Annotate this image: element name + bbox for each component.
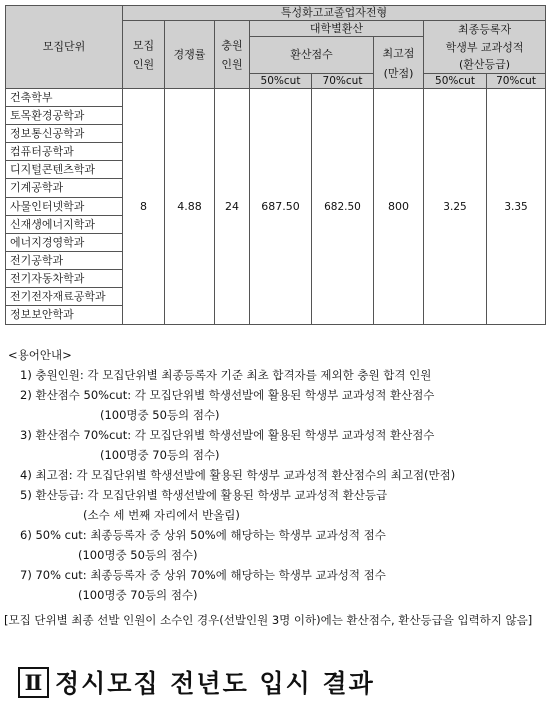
department-item: 건축학부	[6, 89, 122, 107]
terms-title: <용어안내>	[8, 348, 72, 362]
section-title: 정시모집 전년도 입시 결과	[55, 669, 375, 698]
department-item: 에너지경영학과	[6, 234, 122, 252]
department-item: 전기전자재료공학과	[6, 288, 122, 306]
header-recruit: 모집인원	[123, 21, 165, 89]
department-item: 사물인터넷학과	[6, 198, 122, 216]
value-grade-70: 3.35	[487, 89, 546, 325]
term-6-sub: (100명중 50등의 점수)	[78, 548, 198, 562]
department-item: 토목환경공학과	[6, 107, 122, 125]
header-group: 특성화고교졸업자전형	[123, 6, 546, 21]
term-3: 3) 환산점수 70%cut: 각 모집단위별 학생선발에 활용된 학생부 교과성적 환산점수	[20, 428, 435, 442]
department-item: 디지털콘텐츠학과	[6, 161, 122, 179]
term-4: 4) 최고점: 각 모집단위별 학생선발에 활용된 학생부 교과성적 환산점수의 최고점(만점)	[20, 468, 456, 482]
header-unit: 모집단위	[6, 6, 123, 89]
term-2: 2) 환산점수 50%cut: 각 모집단위별 학생선발에 활용된 학생부 교과성적 환산점수	[20, 388, 435, 402]
admission-results-table	[5, 5, 546, 325]
header-univ: 대학별환산	[250, 21, 424, 37]
term-5: 5) 환산등급: 각 모집단위별 학생선발에 활용된 학생부 교과성적 환산등급	[20, 488, 388, 502]
header-fill: 충원인원	[215, 21, 250, 89]
term-5-sub: (소수 세 번째 자리에서 반올림)	[83, 508, 240, 522]
value-score-70: 682.50	[312, 89, 374, 325]
header-grade-70: 70%cut	[487, 74, 546, 89]
term-6: 6) 50% cut: 최종등록자 중 상위 50%에 해당하는 학생부 교과성적 점수	[20, 528, 386, 542]
section-heading	[18, 664, 375, 700]
term-7-sub: (100명중 70등의 점수)	[78, 588, 198, 602]
value-max: 800	[374, 89, 424, 325]
department-item: 전기자동차학과	[6, 270, 122, 288]
value-recruit: 8	[123, 89, 165, 325]
term-2-sub: (100명중 50등의 점수)	[100, 408, 220, 422]
department-list	[6, 89, 123, 325]
header-score-50: 50%cut	[250, 74, 312, 89]
department-item: 신재생에너지학과	[6, 216, 122, 234]
department-item: 전기공학과	[6, 252, 122, 270]
header-competition: 경쟁률	[165, 21, 215, 89]
footnote: [모집 단위별 최종 선발 인원이 소수인 경우(선발인원 3명 이하)에는 환산점수, 환산등급을 입력하지 않음]	[4, 613, 533, 627]
header-final: 최종등록자 학생부 교과성적 (환산등급)	[424, 21, 546, 74]
terms-guide	[8, 345, 548, 605]
value-score-50: 687.50	[250, 89, 312, 325]
value-grade-50: 3.25	[424, 89, 487, 325]
header-converted: 환산점수	[250, 37, 374, 74]
department-item: 컴퓨터공학과	[6, 143, 122, 161]
header-score-70: 70%cut	[312, 74, 374, 89]
value-competition: 4.88	[165, 89, 215, 325]
header-grade-50: 50%cut	[424, 74, 487, 89]
term-1: 1) 충원인원: 각 모집단위별 최종등록자 기준 최초 합격자를 제외한 충원 합격 인원	[20, 368, 432, 382]
term-7: 7) 70% cut: 최종등록자 중 상위 70%에 해당하는 학생부 교과성적 점수	[20, 568, 386, 582]
department-item: 정보보안학과	[10, 308, 74, 322]
term-3-sub: (100명중 70등의 점수)	[100, 448, 220, 462]
section-numeral: Ⅱ	[18, 667, 49, 698]
header-max: 최고점 (만점)	[374, 37, 424, 89]
value-fill: 24	[215, 89, 250, 325]
department-item: 기계공학과	[6, 179, 122, 197]
department-item: 정보통신공학과	[6, 125, 122, 143]
